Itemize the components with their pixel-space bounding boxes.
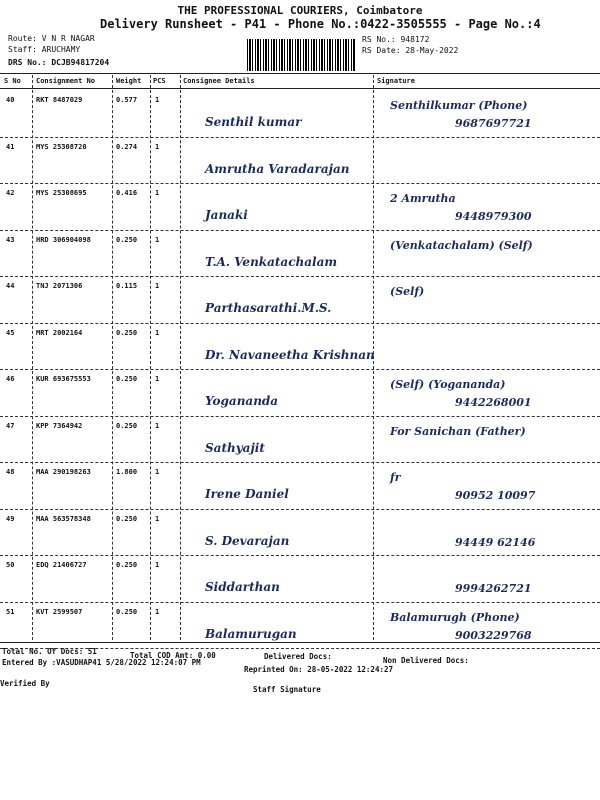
table-row [0, 277, 600, 323]
col-header-weight: Weight [116, 77, 142, 85]
row-sno: 40 [6, 96, 15, 104]
row-pcs: 1 [155, 607, 160, 616]
row-pcs: 1 [155, 189, 160, 197]
table-row [0, 231, 600, 277]
total-docs: Total No. Of Docs: 51 [2, 647, 97, 656]
row-pcs: 1 [155, 96, 160, 104]
table-row [0, 138, 600, 184]
table-row [0, 184, 600, 230]
row-weight: 0.250 [116, 328, 138, 337]
row-consignment-no: MAA 290198263 [36, 468, 91, 476]
row-sno: 44 [6, 282, 15, 290]
table-row [0, 91, 600, 137]
row-consignment-no: HRD 306904098 [36, 235, 91, 244]
row-signature-handwritten: 2 Amrutha [390, 192, 456, 205]
row-phone-note: 9687697721 [455, 117, 532, 130]
row-consignee-handwritten: Janaki [205, 208, 248, 222]
row-sno: 43 [6, 235, 15, 244]
delivered-docs: Delivered Docs: [264, 652, 332, 661]
table-row [0, 463, 600, 509]
row-sno: 45 [6, 328, 15, 337]
row-signature-handwritten: (Self) [390, 285, 425, 298]
col-header-pcs: PCS [153, 77, 166, 85]
row-sno: 51 [6, 607, 15, 616]
runsheet-subtitle: Delivery Runsheet - P41 - Phone No.:0422-3505555 - Page No.:4 [100, 17, 541, 31]
row-consignment-no: EDQ 21406727 [36, 561, 87, 569]
row-weight: 0.577 [116, 96, 138, 104]
row-weight: 0.416 [116, 189, 138, 197]
row-consignment-no: KPP 7364942 [36, 421, 83, 430]
row-pcs: 1 [155, 142, 160, 151]
row-weight: 0.274 [116, 142, 138, 151]
row-consignee-handwritten: Dr. Navaneetha Krishnan [205, 347, 375, 362]
drs-number: DRS No.: DCJB94817204 [8, 58, 110, 67]
row-pcs: 1 [155, 468, 160, 476]
header-rule-top [0, 73, 600, 74]
row-consignee-handwritten: Siddarthan [205, 580, 280, 594]
row-consignment-no: KVT 2599507 [36, 607, 83, 616]
row-signature-handwritten: Senthilkumar (Phone) [390, 99, 528, 112]
row-consignment-no: MRT 2002164 [36, 328, 83, 337]
row-sno: 46 [6, 375, 15, 383]
row-signature-handwritten: Balamurugh (Phone) [390, 610, 520, 624]
row-consignee-handwritten: Yogananda [205, 394, 279, 408]
row-phone-note: 9994262721 [455, 582, 532, 595]
row-phone-note: 90952 10097 [455, 489, 536, 502]
row-signature-handwritten: (Self) (Yogananda) [390, 378, 506, 391]
row-weight: 0.250 [116, 607, 138, 616]
row-pcs: 1 [155, 514, 160, 523]
row-phone-note: 9448979300 [455, 210, 532, 223]
row-consignment-no: TNJ 2071306 [36, 282, 83, 290]
col-header-details: Consignee Details [183, 77, 255, 85]
table-row [0, 510, 600, 556]
row-sno: 50 [6, 561, 15, 569]
row-consignee-handwritten: Balamurugan [205, 626, 297, 641]
non-delivered-docs: Non Delivered Docs: [383, 656, 469, 665]
total-cod: Total COD Amt: 0.00 [130, 651, 216, 660]
row-consignment-no: MAA 563578348 [36, 514, 91, 523]
route-label: Route: V N R NAGAR [8, 34, 95, 43]
col-header-consignment: Consignment No [36, 77, 96, 85]
col-header-signature: Signature [377, 77, 415, 85]
header-rule-bottom [0, 88, 600, 89]
row-weight: 1.800 [116, 468, 138, 476]
row-phone-note: 9442268001 [455, 396, 532, 409]
row-consignment-no: MYS 25308720 [36, 142, 87, 151]
col-header-sno: S No [4, 77, 21, 85]
row-sno: 47 [6, 421, 15, 430]
row-sno: 42 [6, 189, 15, 197]
barcode-image [247, 39, 355, 71]
row-consignment-no: RKT 8487029 [36, 96, 83, 104]
row-consignee-handwritten: Parthasarathi.M.S. [205, 301, 332, 315]
row-consignee-handwritten: Irene Daniel [205, 487, 289, 501]
row-phone-note: 9003229768 [455, 628, 532, 642]
row-pcs: 1 [155, 561, 160, 569]
row-weight: 0.250 [116, 421, 138, 430]
row-signature-handwritten: For Sanichan (Father) [390, 424, 526, 438]
table-row [0, 556, 600, 602]
table-row [0, 324, 600, 370]
row-weight: 0.250 [116, 375, 138, 383]
row-consignment-no: KUR 693675553 [36, 375, 91, 383]
table-row [0, 370, 600, 416]
row-pcs: 1 [155, 235, 160, 244]
row-consignee-handwritten: Sathyajit [205, 440, 265, 455]
row-pcs: 1 [155, 282, 160, 290]
row-weight: 0.250 [116, 514, 138, 523]
row-signature-handwritten: fr [390, 471, 401, 484]
row-phone-note: 94449 62146 [455, 535, 536, 549]
verified-by: Verified By [0, 679, 50, 688]
row-consignment-no: MYS 25308695 [36, 189, 87, 197]
row-weight: 0.115 [116, 282, 138, 290]
rs-number: RS No.: 948172 [362, 35, 430, 44]
staff-signature: Staff Signature [253, 685, 321, 694]
company-title: THE PROFESSIONAL COURIERS, Coimbatore [177, 4, 423, 17]
rs-date: RS Date: 28-May-2022 [362, 46, 459, 55]
staff-label: Staff: ARUCHAMY [8, 45, 81, 54]
row-consignee-handwritten: Amrutha Varadarajan [205, 161, 350, 176]
row-consignee-handwritten: T.A. Venkatachalam [205, 254, 338, 269]
row-pcs: 1 [155, 375, 160, 383]
row-sno: 49 [6, 514, 15, 523]
row-pcs: 1 [155, 328, 160, 337]
table-row [0, 417, 600, 463]
reprinted-on: Reprinted On: 28-05-2022 12:24:27 [244, 665, 394, 674]
row-signature-handwritten: (Venkatachalam) (Self) [390, 238, 533, 252]
row-sno: 41 [6, 142, 15, 151]
row-weight: 0.250 [116, 235, 138, 244]
row-pcs: 1 [155, 421, 160, 430]
entered-by: Entered By :VASUDHAP41 5/28/2022 12:24:07 PM [2, 658, 201, 667]
row-consignee-handwritten: S. Devarajan [205, 533, 290, 548]
row-weight: 0.250 [116, 561, 138, 569]
row-consignee-handwritten: Senthil kumar [205, 115, 302, 129]
row-sno: 48 [6, 468, 15, 476]
footer-rule [0, 642, 600, 643]
